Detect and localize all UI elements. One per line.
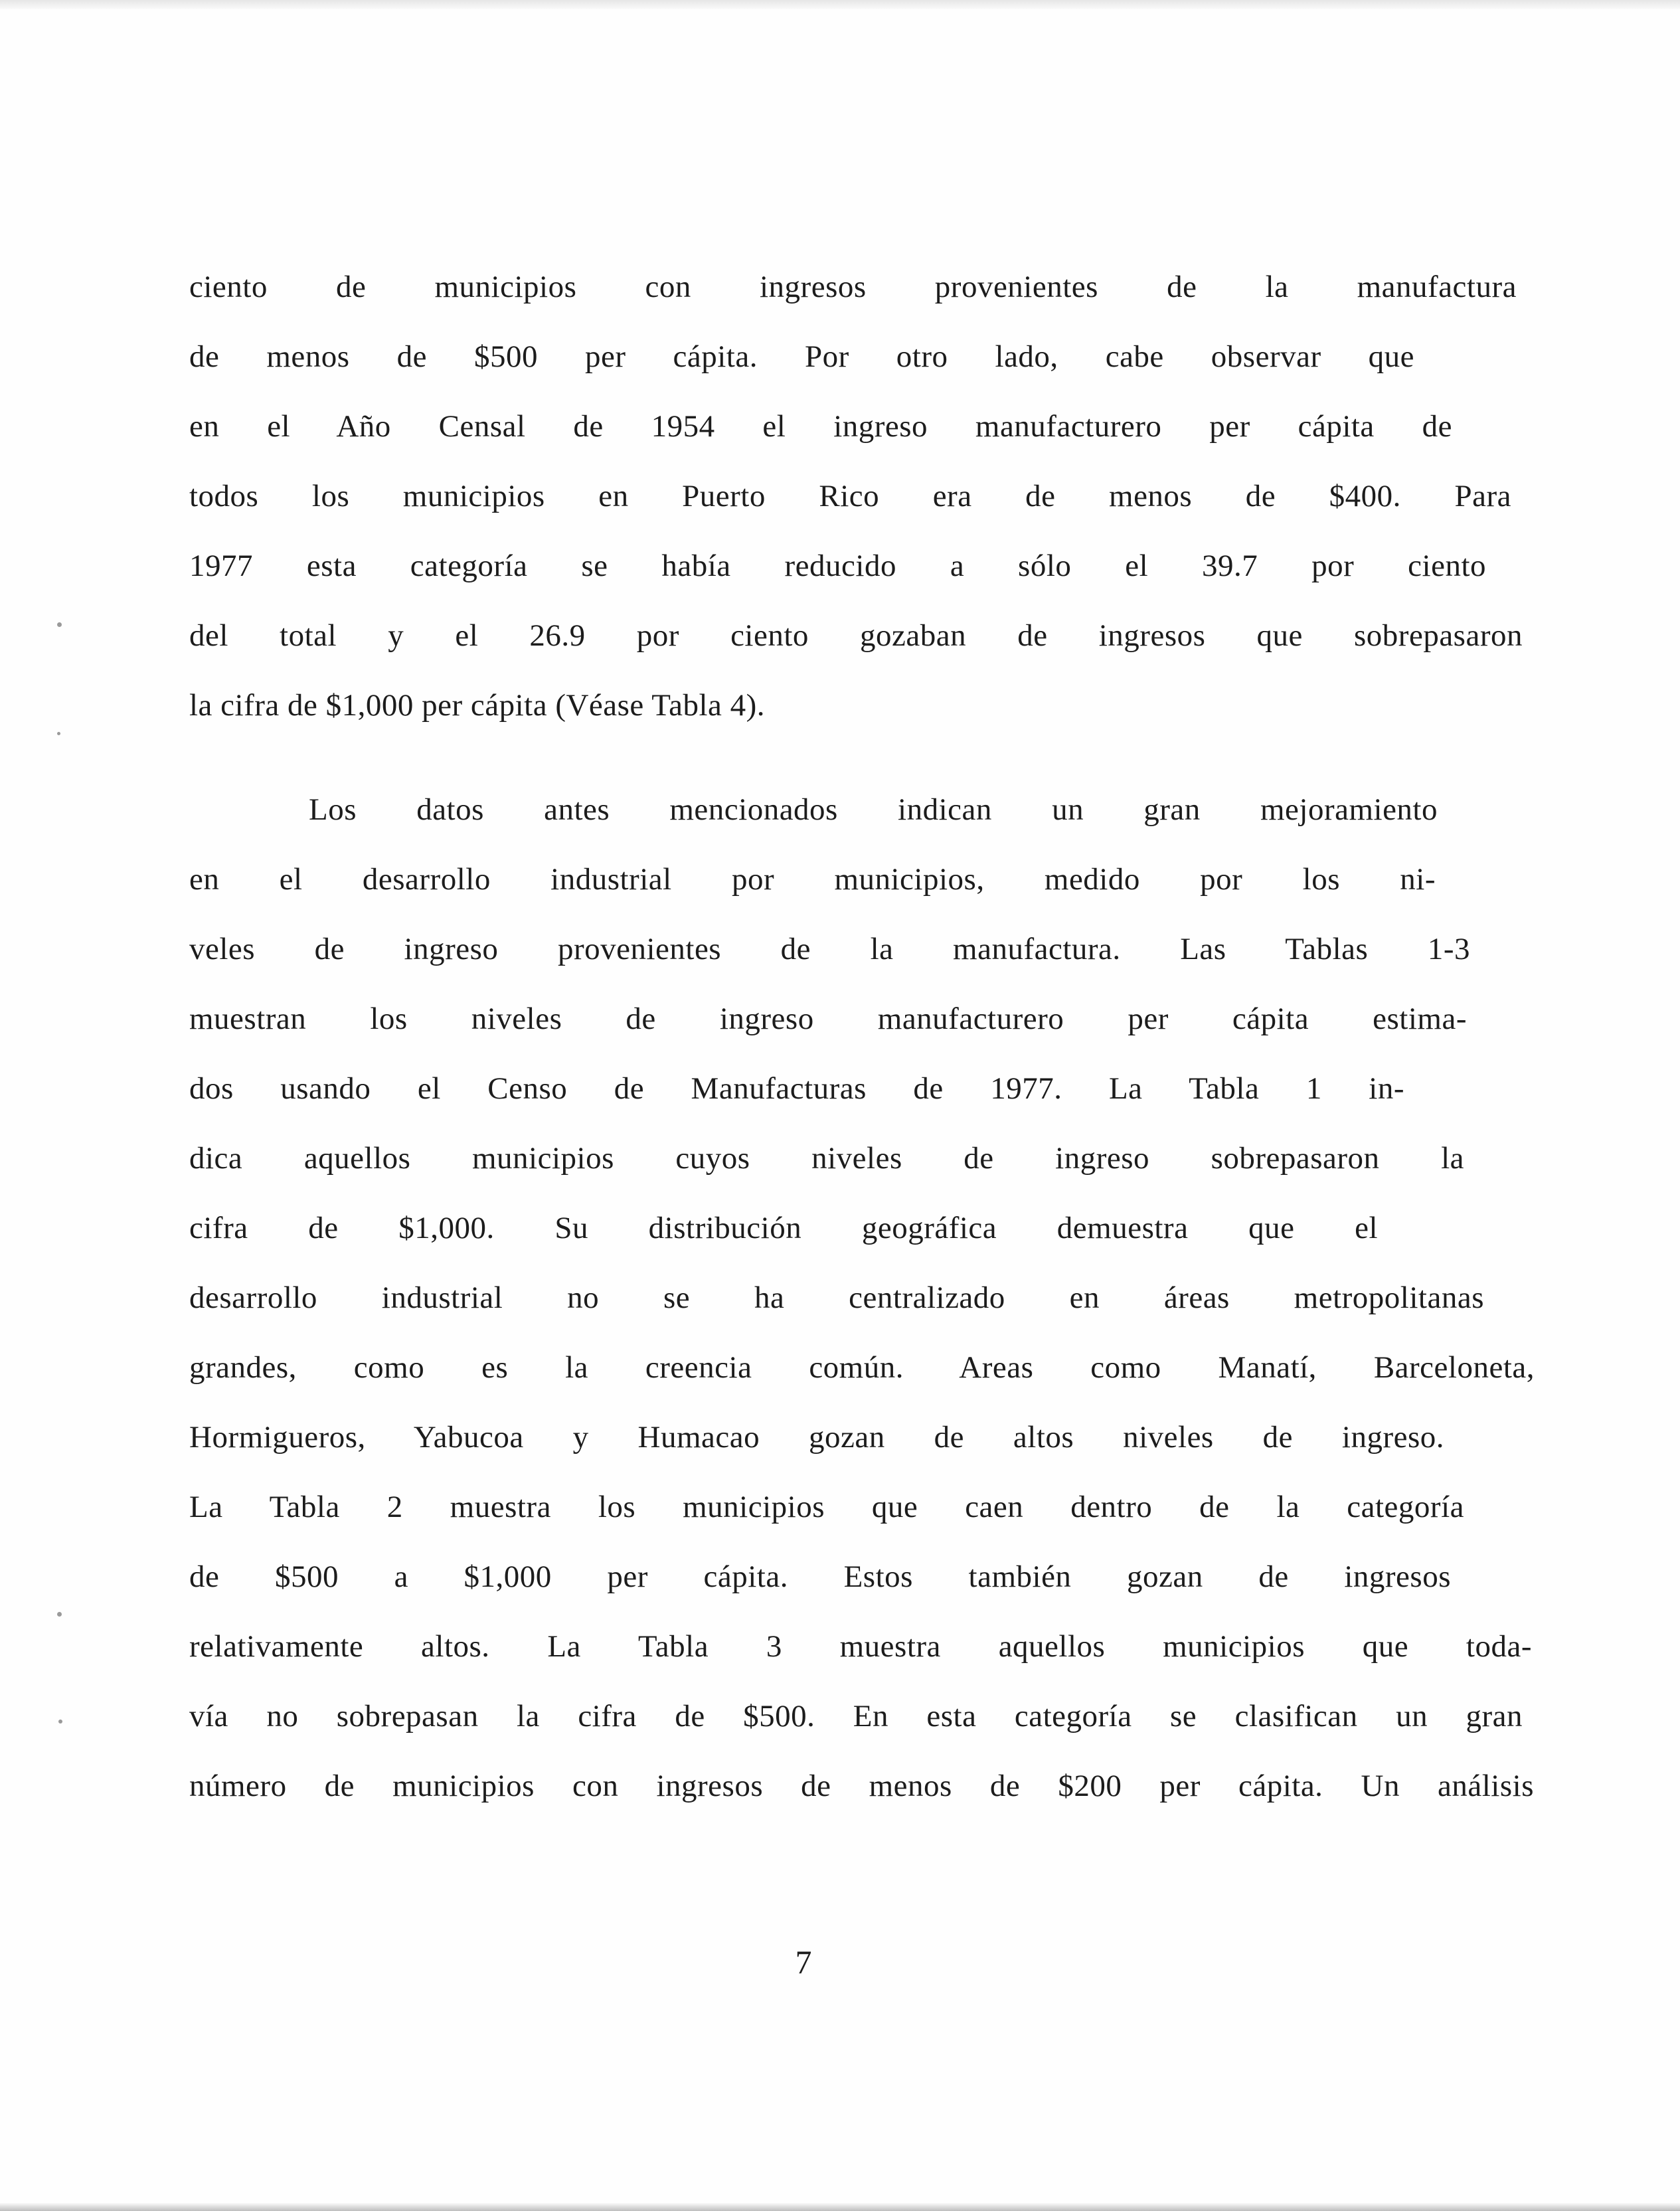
- scan-bottom-edge: [0, 2203, 1680, 2211]
- text-line: vía no sobrepasan la cifra de $500. En esta categoría se clasifican un gran: [189, 1699, 1523, 1733]
- scan-speck: [57, 732, 60, 735]
- text-line: del total y el 26.9 por ciento gozaban de ingresos que sobrepasaron: [189, 618, 1523, 653]
- text-line: desarrollo industrial no se ha centralizado en áreas metropolitanas: [189, 1281, 1484, 1315]
- text-line: todos los municipios en Puerto Rico era de menos de $400. Para: [189, 479, 1511, 513]
- text-line: en el Año Censal de 1954 el ingreso manufacturero per cápita de: [189, 409, 1452, 444]
- text-line: Hormigueros, Yabucoa y Humacao gozan de altos niveles de ingreso.: [189, 1420, 1444, 1455]
- text-line: cifra de $1,000. Su distribución geográfica demuestra que el: [189, 1211, 1378, 1245]
- scan-speck: [57, 1612, 62, 1617]
- text-line: veles de ingreso provenientes de la manufactura. Las Tablas 1-3: [189, 932, 1470, 966]
- text-line: de menos de $500 per cápita. Por otro lado, cabe observar que: [189, 339, 1414, 374]
- text-line: grandes, como es la creencia común. Areas como Manatí, Barceloneta,: [189, 1350, 1535, 1385]
- text-line: de $500 a $1,000 per cápita. Estos también gozan de ingresos: [189, 1559, 1451, 1594]
- text-line: muestran los niveles de ingreso manufacturero per cápita estima-: [189, 1002, 1467, 1036]
- text-line: La Tabla 2 muestra los municipios que caen dentro de la categoría: [189, 1490, 1464, 1524]
- text-line: 1977 esta categoría se había reducido a sólo el 39.7 por ciento: [189, 549, 1486, 583]
- text-line: dos usando el Censo de Manufacturas de 1977. La Tabla 1 in-: [189, 1071, 1404, 1106]
- text-line: número de municipios con ingresos de menos de $200 per cápita. Un análisis: [189, 1769, 1534, 1803]
- page-number: 7: [795, 1943, 812, 1981]
- scan-speck: [58, 1720, 62, 1724]
- scan-top-edge: [0, 0, 1680, 9]
- text-line: la cifra de $1,000 per cápita (Véase Tabla 4).: [189, 688, 766, 723]
- scan-speck: [57, 622, 62, 627]
- text-line: dica aquellos municipios cuyos niveles de ingreso sobrepasaron la: [189, 1141, 1464, 1176]
- text-line: Los datos antes mencionados indican un gran mejoramiento: [309, 792, 1438, 827]
- text-line: relativamente altos. La Tabla 3 muestra aquellos municipios que toda-: [189, 1629, 1532, 1664]
- text-line: en el desarrollo industrial por municipios, medido por los ni-: [189, 862, 1436, 897]
- text-line: ciento de municipios con ingresos provenientes de la manufactura: [189, 270, 1517, 304]
